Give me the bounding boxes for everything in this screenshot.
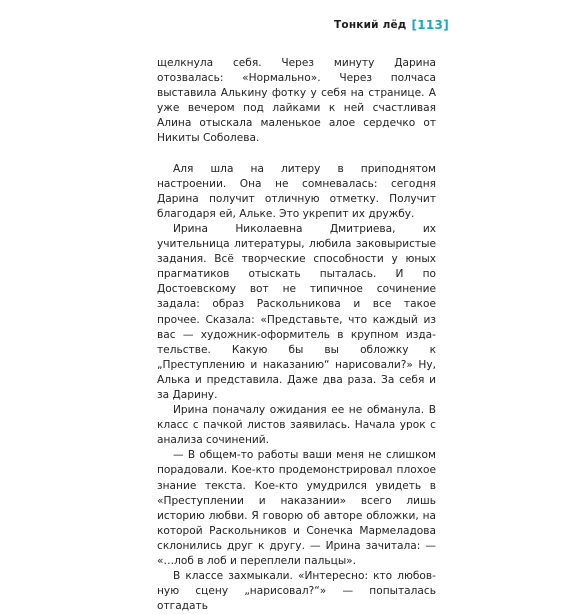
- page-number: [113]: [411, 18, 449, 32]
- running-header: [334, 18, 449, 32]
- paragraph: — В общем-то работы ваши меня не слишком порадовали. Кое-кто продемонстрировал плохое знание текста. Кое-кто умудрился увидеть в «Преступлении и наказании» всего лишь историю любви. Я говорю об авторе обложки, на которой Раскольников и Сонечка Мармеладова склонились друг к другу. — Ирина зачитала: — «…лоб в лоб и переплели пальцы».: [157, 449, 436, 567]
- paragraph: щелкнула себя. Через минуту Дарина отозвалась: «Нормально». Через полчаса выставила Алькину фотку у себя на странице. А уже вечером под лайками к ней счастливая Алина отыскала маленькое алое сердечко от Никиты Соболева.: [157, 57, 436, 145]
- body-text: [157, 56, 436, 614]
- book-title: Тонкий лёд: [334, 19, 407, 31]
- paragraph: В классе захмыкали. «Интересно: кто любовную сцену „нарисовал?“» — попыталась отгадать: [157, 570, 436, 613]
- paragraph: Ирина Николаевна Дмитриева, их учительница литературы, любила заковыристые задания. Всё творческие способности у юных прагматиков отыскать пыталась. И по Достоевскому вот не типичное сочинение задала: образ Раскольникова и все такое прочее. Сказала: «Представьте, что каждый из вас — художник-оформитель в крупном издательстве. Какую бы вы обложку к „Преступлению и наказанию“ нарисовали?» Ну, Алька и представила. Даже два раза. За себя и за Дарину.: [157, 222, 436, 401]
- paragraph: Аля шла на литеру в приподнятом настроении. Она не сомневалась: сегодня Дарина получит отличную отметку. Получит благодаря ей, Альке. Это укрепит их дружбу.: [157, 162, 436, 220]
- paragraph: Ирина поначалу ожидания ее не обманула. В класс с пачкой листов заявилась. Начала урок с анализа сочинений.: [157, 404, 436, 447]
